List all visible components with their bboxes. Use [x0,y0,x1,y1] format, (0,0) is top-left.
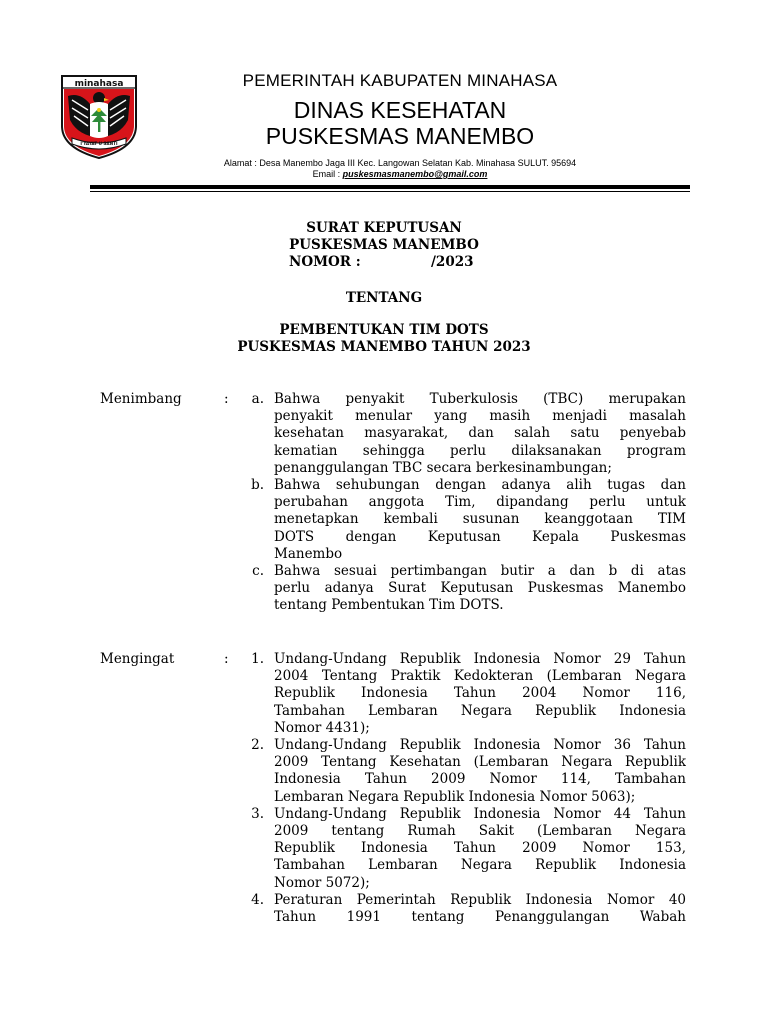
decree-subject [0,322,768,356]
menimbang-item-text [274,391,686,477]
decree-title [0,220,768,271]
mengingat-colon: : [224,651,229,667]
mengingat-item-line: Republik Indonesia Tahun 2004 Nomor 116, [274,685,686,702]
menimbang-item-line: menetapkan kembali susunan keanggotaan TIM [274,511,686,528]
emblem-banner: I'YAYAT U SANTI [80,141,118,146]
minahasa-emblem-icon [60,74,138,160]
email-line [150,169,650,180]
decree-title-line1: SURAT KEPUTUSAN [306,220,462,236]
menimbang-item-line: Manembo [274,545,343,562]
mengingat-item-line: 2009 Tentang Kesehatan (Lembaran Negara Republik [274,754,686,771]
decree-number-value: /2023 [431,254,474,270]
mengingat-item-line: Nomor 4431); [274,719,370,736]
email-link[interactable]: puskesmasmanembo@gmail.com [342,169,488,179]
menimbang-item-line: kesehatan masyarakat, dan salah satu penyebab [274,425,686,442]
decree-number-label: NOMOR : [289,254,361,270]
menimbang-item-line: Bahwa penyakit Tuberkulosis (TBC) merupakan [274,391,686,407]
mengingat-item-line: Tambahan Lembaran Negara Republik Indonesia [274,857,686,874]
mengingat-item-line: Undang-Undang Republik Indonesia Nomor 44 Tahun [274,805,686,822]
menimbang-item-line: DOTS dengan Keputusan Kepala Puskesmas [274,528,686,545]
mengingat-item-line: Tambahan Lembaran Negara Republik Indonesia [274,702,686,719]
menimbang-item-line: Bahwa sehubungan dengan adanya alih tugas dan [274,477,686,493]
letterhead-text [150,70,650,180]
menimbang-item-marker: c. [252,563,264,579]
menimbang-item-line: tentang Pembentukan Tim DOTS. [274,597,504,614]
mengingat-item-text [274,806,686,892]
letterhead-rule-thin [90,191,690,192]
mengingat-item-marker: 3. [251,805,264,822]
decree-title-line2: PUSKESMAS MANEMBO [289,237,479,253]
mengingat-item-line: Indonesia Tahun 2009 Nomor 114, Tambahan [274,771,686,788]
menimbang-item-text [274,563,686,615]
mengingat-item-line: Tahun 1991 tentang Penanggulangan Wabah [274,908,686,925]
menimbang-item-marker: a. [251,391,264,407]
mengingat-item-line: Nomor 5072); [274,874,370,891]
tentang-heading: TENTANG [345,290,423,306]
emblem-name: minahasa [74,79,124,89]
letterhead [0,0,768,200]
mengingat-item-line: 2009 tentang Rumah Sakit (Lembaran Negara [274,822,686,839]
menimbang-item-text [274,477,686,563]
menimbang-item-line: penanggulangan TBC secara berkesinambungan; [274,459,612,476]
mengingat-item-marker: 2. [251,737,264,753]
decree-subject-line1: PEMBENTUKAN TIM DOTS [279,322,489,338]
menimbang-item-line: Bahwa sesuai pertimbangan butir a dan b di atas [274,563,686,579]
address: Alamat : Desa Manembo Jaga III Kec. Langowan Selatan Kab. Minahasa SULUT. 95694 [223,158,577,168]
menimbang-label: Menimbang [100,391,182,407]
mengingat-item-text [274,737,686,806]
letterhead-rule-thick [90,185,690,189]
menimbang-item-line: perubahan anggota Tim, dipandang perlu untuk [274,494,686,511]
government-name: PEMERINTAH KABUPATEN MINAHASA [242,71,558,90]
mengingat-item-text [274,892,686,926]
mengingat-item-marker: 4. [251,891,264,908]
mengingat-item-text [274,651,686,737]
mengingat-item-line: 2004 Tentang Praktik Kedokteran (Lembaran Negara [274,668,686,685]
mengingat-item-line: Peraturan Pemerintah Republik Indonesia Nomor 40 [274,891,686,908]
department-name: DINAS KESEHATAN [293,97,507,123]
mengingat-item-marker: 1. [251,651,264,667]
decree-subject-line2: PUSKESMAS MANEMBO TAHUN 2023 [237,339,531,355]
email-label: Email : [312,169,343,179]
menimbang-colon: : [224,391,229,407]
mengingat-item-line: Undang-Undang Republik Indonesia Nomor 29 Tahun [274,651,686,667]
menimbang-item-line: perlu adanya Surat Keputusan Puskesmas Manembo [274,580,686,597]
mengingat-item-line: Republik Indonesia Tahun 2009 Nomor 153, [274,840,686,857]
menimbang-item-marker: b. [251,477,264,493]
menimbang-item-line: kematian sehingga perlu dilaksanakan program [274,442,686,459]
unit-name: PUSKESMAS MANEMBO [265,123,535,149]
mengingat-item-line: Lembaran Negara Republik Indonesia Nomor 5063); [274,788,636,805]
decree-number [289,254,509,271]
menimbang-item-line: penyakit menular yang masih menjadi masalah [274,408,686,425]
mengingat-item-line: Undang-Undang Republik Indonesia Nomor 36 Tahun [274,737,686,753]
mengingat-label: Mengingat [100,651,175,667]
